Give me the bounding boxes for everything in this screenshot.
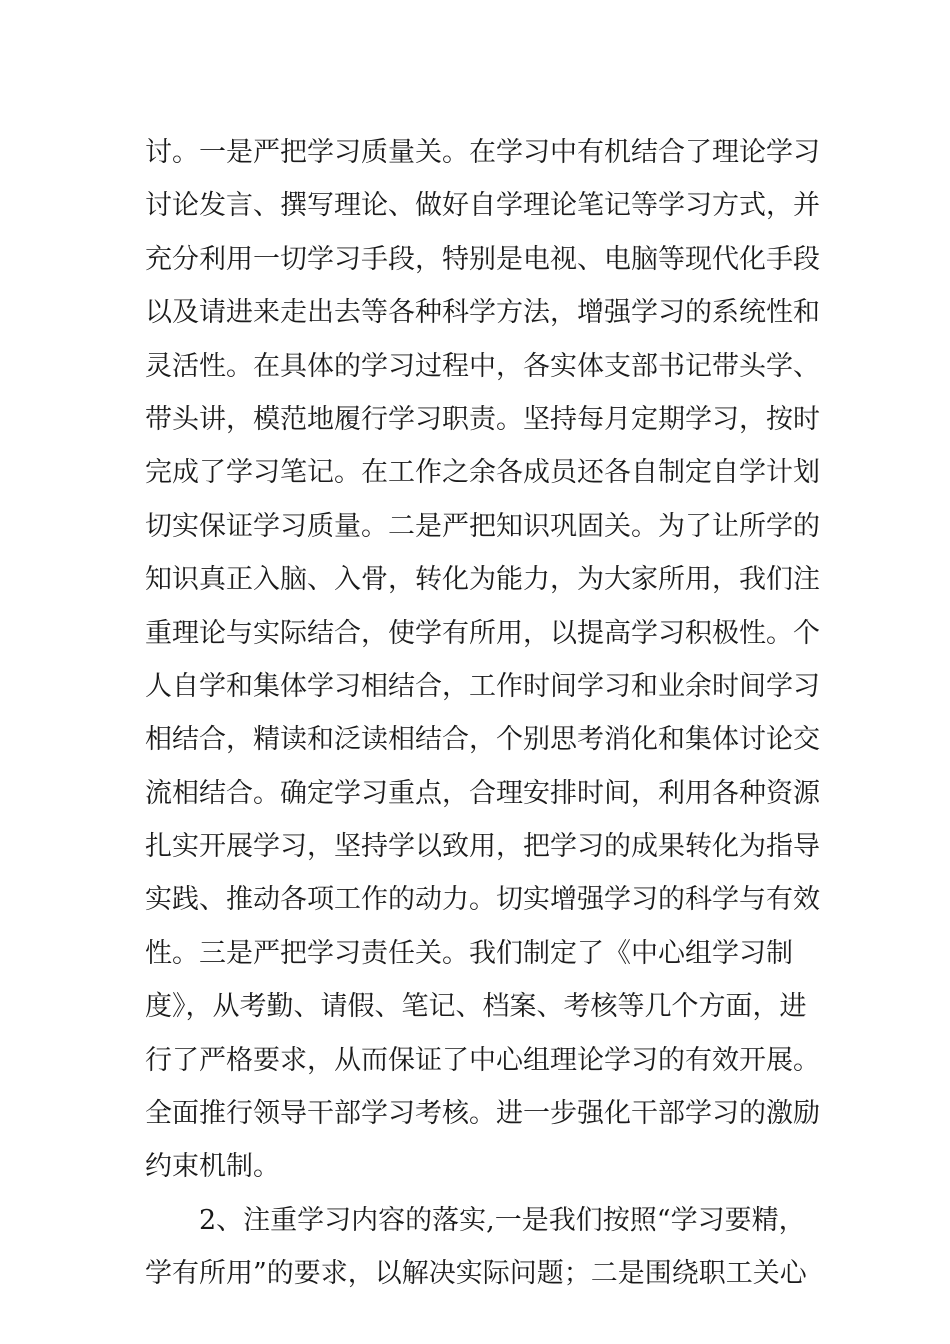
text-line: 讨。一是严把学习质量关。在学习中有机结合了理论学习 bbox=[145, 137, 820, 168]
text-line: 讨论发言、撰写理论、做好自学理论笔记等学习方式，并 bbox=[145, 190, 820, 222]
text-line: 流相结合。确定学习重点，合理安排时间，利用各种资源 bbox=[145, 777, 820, 809]
text-line: 灵活性。在具体的学习过程中，各实体支部书记带头学、 bbox=[145, 350, 820, 382]
text-line: 人自学和集体学习相结合，工作时间学习和业余时间学习 bbox=[145, 670, 820, 702]
body-text bbox=[145, 126, 825, 1301]
text-line: 实践、推动各项工作的动力。切实增强学习的科学与有效 bbox=[145, 884, 820, 916]
text-line: 全面推行领导干部学习考核。进一步强化干部学习的激励 bbox=[145, 1098, 820, 1130]
text-line: 充分利用一切学习手段，特别是电视、电脑等现代化手段 bbox=[145, 243, 820, 275]
text-line: 完成了学习笔记。在工作之余各成员还各自制定自学计划 bbox=[145, 457, 820, 489]
text-line: 带头讲，模范地履行学习职责。坚持每月定期学习，按时 bbox=[145, 403, 820, 435]
text-line: 切实保证学习质量。二是严把知识巩固关。为了让所学的 bbox=[145, 510, 820, 542]
text-line: 行了严格要求，从而保证了中心组理论学习的有效开展。 bbox=[145, 1044, 820, 1076]
text-line: 相结合，精读和泛读相结合，个别思考消化和集体讨论交 bbox=[145, 724, 820, 756]
text-line: 知识真正入脑、入骨，转化为能力，为大家所用，我们注 bbox=[145, 564, 820, 596]
text-line: 学有所用”的要求，以解决实际问题；二是围绕职工关心 bbox=[145, 1258, 807, 1290]
text-line: 扎实开展学习，坚持学以致用，把学习的成果转化为指导 bbox=[145, 831, 820, 863]
text-line: 以及请进来走出去等各种科学方法，增强学习的系统性和 bbox=[145, 297, 820, 329]
text-line: 度》，从考勤、请假、笔记、档案、考核等几个方面，进 bbox=[145, 991, 807, 1023]
text-line: 性。三是严把学习责任关。我们制定了《中心组学习制 bbox=[145, 937, 793, 969]
paragraph-start-line: 2、注重学习内容的落实,一是我们按照“学习要精， bbox=[199, 1204, 806, 1236]
text-line: 重理论与实际结合，使学有所用，以提高学习积极性。个 bbox=[145, 617, 820, 649]
text-line: 约束机制。 bbox=[145, 1151, 280, 1183]
